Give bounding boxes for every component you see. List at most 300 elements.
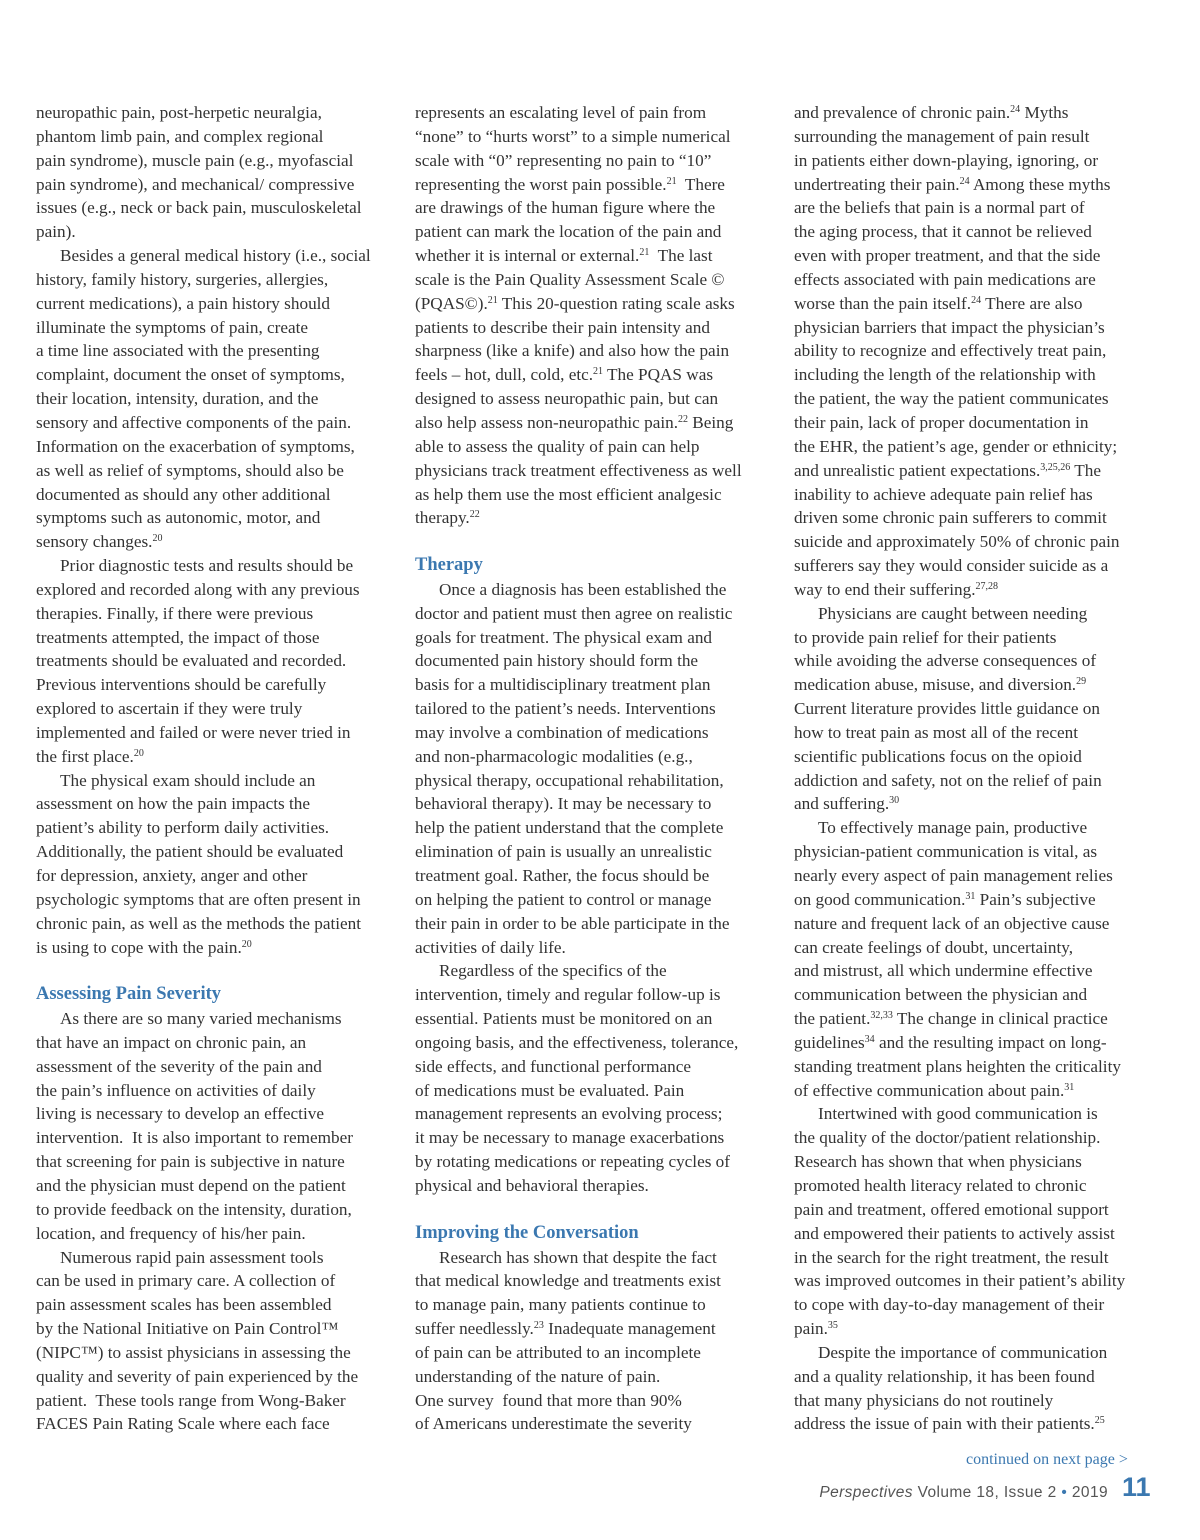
- line-text: neuropathic pain, post-herpetic neuralgia,: [36, 103, 322, 122]
- publication-name: Perspectives: [819, 1484, 913, 1501]
- line-text: Intertwined with good communication is: [818, 1104, 1098, 1124]
- line-text: “none” to “hurts worst” to a simple numerical: [415, 126, 731, 146]
- text-line: [794, 1293, 1148, 1317]
- line-text: Prior diagnostic tests and results should be: [60, 556, 354, 576]
- text-line: [794, 697, 1148, 721]
- citation-superscript: 24: [1010, 104, 1021, 115]
- line-text: including the length of the relationship with: [794, 365, 1096, 385]
- line-text: Despite the importance of communication: [818, 1342, 1108, 1362]
- text-line: [36, 745, 390, 769]
- line-text: pain).: [36, 222, 76, 242]
- citation-superscript: 22: [469, 509, 480, 521]
- text-line: [415, 387, 769, 411]
- line-text: quality and severity of pain experienced by the: [36, 1366, 359, 1386]
- text-line: [415, 721, 769, 745]
- line-text: sharpness (like a knife) and also how the pain: [415, 341, 730, 361]
- text-line: [415, 959, 769, 983]
- text-line: [415, 864, 769, 888]
- line-text: ongoing basis, and the effectiveness, tolerance,: [415, 1032, 739, 1052]
- line-text: therapy.: [415, 508, 470, 528]
- text-line: [415, 1246, 769, 1270]
- citation-superscript: 25: [1094, 1415, 1105, 1427]
- line-text: goals for treatment. The physical exam and: [415, 627, 713, 647]
- line-text: living is necessary to develop an effective: [36, 1104, 324, 1124]
- line-text: as help them use the most efficient analgesic: [415, 484, 722, 504]
- text-line: [36, 1055, 390, 1079]
- line-text: are drawings of the human figure where the: [415, 198, 716, 218]
- text-line: [794, 1222, 1148, 1246]
- citation-superscript: 22: [678, 413, 688, 425]
- text-line: [794, 626, 1148, 650]
- text-line: [794, 816, 1148, 840]
- text-line: [415, 1174, 769, 1198]
- text-line: [415, 1365, 769, 1389]
- line-text: issues (e.g., neck or back pain, musculoskeletal: [36, 198, 362, 218]
- line-text: scale is the Pain Quality Assessment Scale ©: [415, 269, 725, 289]
- line-text: addiction and safety, not on the relief of pain: [794, 770, 1102, 790]
- line-text: implemented and failed or were never tried in: [36, 722, 351, 742]
- line-text: To effectively manage pain, productive: [818, 818, 1088, 838]
- text-line: [794, 959, 1148, 983]
- column-3: [794, 101, 1148, 1436]
- text-line: [415, 292, 769, 316]
- text-line: [415, 769, 769, 793]
- text-line: [36, 769, 390, 793]
- text-line: [36, 268, 390, 292]
- line-text: the patient, the way the patient communicates: [794, 389, 1109, 409]
- text-line: [415, 196, 769, 220]
- line-text: scientific publications focus on the opioid: [794, 746, 1082, 766]
- text-line: [794, 1174, 1148, 1198]
- line-text: pain syndrome), and mechanical/ compressive: [36, 174, 355, 194]
- text-line: [36, 1293, 390, 1317]
- paragraph-gap: [415, 530, 769, 554]
- text-line: [36, 196, 390, 220]
- issue-info: Volume 18, Issue 2: [917, 1484, 1057, 1501]
- text-line: [36, 459, 390, 483]
- text-line: [415, 1126, 769, 1150]
- line-text: a time line associated with the presenting: [36, 341, 320, 361]
- text-line: [36, 912, 390, 936]
- text-line: [415, 912, 769, 936]
- section-heading: [36, 983, 390, 1007]
- line-text: whether it is internal or external.: [415, 246, 640, 266]
- text-line: [794, 1031, 1148, 1055]
- citation-superscript: 21: [593, 366, 604, 378]
- text-line: [36, 578, 390, 602]
- text-line: [794, 769, 1148, 793]
- text-line: [794, 1246, 1148, 1270]
- line-text: physicians track treatment effectiveness as well: [415, 460, 742, 480]
- line-text: the aging process, that it cannot be relieved: [794, 222, 1092, 242]
- line-text: pain.: [794, 1319, 828, 1339]
- line-text: behavioral therapy). It may be necessary to: [415, 794, 712, 814]
- line-text: history, family history, surgeries, allergies,: [36, 269, 329, 289]
- text-line: [794, 792, 1148, 816]
- line-text: physical and behavioral therapies.: [415, 1175, 649, 1195]
- text-line: [36, 816, 390, 840]
- line-text: and suffering.: [794, 794, 890, 814]
- text-line: [794, 125, 1148, 149]
- text-line: [36, 435, 390, 459]
- line-text: side effects, and functional performance: [415, 1056, 691, 1076]
- line-text: and the physician must depend on the patient: [36, 1175, 346, 1195]
- line-text: to cope with day-to-day management of their: [794, 1295, 1105, 1315]
- text-line: [794, 387, 1148, 411]
- text-line: [415, 745, 769, 769]
- text-line: [415, 578, 769, 602]
- text-line: [415, 602, 769, 626]
- text-line: [794, 435, 1148, 459]
- text-line: [36, 792, 390, 816]
- citation-superscript: 31: [1064, 1081, 1075, 1093]
- line-text: essential. Patients must be monitored on an: [415, 1009, 713, 1029]
- line-text: Besides a general medical history (i.e., social: [60, 246, 371, 266]
- line-text: Improving the Conversation: [415, 1222, 639, 1243]
- line-text: As there are so many varied mechanisms: [60, 1009, 342, 1029]
- text-line: [415, 435, 769, 459]
- citation-superscript: 35: [827, 1320, 838, 1332]
- text-line: [794, 936, 1148, 960]
- text-line: [415, 483, 769, 507]
- line-text: sensory and affective components of the pain.: [36, 412, 352, 432]
- issue-year: 2019: [1071, 1484, 1108, 1501]
- line-text: treatments attempted, the impact of those: [36, 627, 320, 647]
- text-line: [36, 292, 390, 316]
- line-text: in patients either down-playing, ignoring, or: [794, 150, 1099, 170]
- citation-superscript: 29: [1076, 676, 1087, 688]
- citation-superscript: 21: [639, 247, 650, 259]
- line-text: to manage pain, many patients continue to: [415, 1295, 706, 1315]
- citation-superscript: 20: [241, 938, 252, 950]
- text-line: [415, 1341, 769, 1365]
- text-line: [415, 1031, 769, 1055]
- citation-superscript: 31: [965, 890, 976, 902]
- line-text: and empowered their patients to actively assist: [794, 1223, 1115, 1243]
- text-line: [36, 697, 390, 721]
- text-line: [794, 196, 1148, 220]
- text-line: [36, 554, 390, 578]
- text-line: [415, 816, 769, 840]
- text-line: [794, 1102, 1148, 1126]
- line-text: and non-pharmacologic modalities (e.g.,: [415, 746, 693, 766]
- text-line: [794, 220, 1148, 244]
- text-line: [36, 220, 390, 244]
- line-text: the EHR, the patient’s age, gender or ethnicity;: [794, 436, 1118, 456]
- text-line: [415, 1102, 769, 1126]
- citation-superscript: 24: [959, 175, 970, 187]
- line-text: their pain in order to be able participate in the: [415, 913, 730, 933]
- line-text: psychologic symptoms that are often present in: [36, 889, 361, 909]
- text-line: [415, 316, 769, 340]
- text-line: [794, 1126, 1148, 1150]
- text-line: [794, 1269, 1148, 1293]
- text-line: [36, 339, 390, 363]
- text-line: [794, 864, 1148, 888]
- line-text: Information on the exacerbation of symptoms,: [36, 436, 355, 456]
- text-line: [794, 1150, 1148, 1174]
- line-text: Previous interventions should be carefully: [36, 675, 327, 695]
- line-text: the patient.: [794, 1009, 871, 1029]
- line-text: promoted health literacy related to chronic: [794, 1175, 1087, 1195]
- text-line: [36, 530, 390, 554]
- text-line: [794, 530, 1148, 554]
- text-line: [415, 101, 769, 125]
- line-text: by rotating medications or repeating cycles of: [415, 1152, 730, 1172]
- text-line: [794, 1007, 1148, 1031]
- text-line: [36, 387, 390, 411]
- text-line: [794, 292, 1148, 316]
- line-text: can create feelings of doubt, uncertainty,: [794, 937, 1074, 957]
- line-text: treatment goal. Rather, the focus should be: [415, 866, 710, 885]
- text-line: [794, 363, 1148, 387]
- line-text: The physical exam should include an: [60, 770, 316, 790]
- section-heading: [415, 554, 769, 578]
- line-text-continued: The last: [649, 246, 713, 266]
- line-text: address the issue of pain with their patients.: [794, 1414, 1095, 1434]
- line-text: represents an escalating level of pain from: [415, 103, 707, 122]
- line-text: communication between the physician and: [794, 985, 1088, 1005]
- line-text: Regardless of the specifics of the: [439, 961, 667, 981]
- text-line: [415, 339, 769, 363]
- line-text: also help assess non-neuropathic pain.: [415, 412, 678, 432]
- citation-superscript: 21: [487, 294, 498, 306]
- text-line: [415, 649, 769, 673]
- line-text: surrounding the management of pain result: [794, 126, 1090, 146]
- text-line: [36, 1412, 390, 1436]
- text-line: [36, 1150, 390, 1174]
- text-line: [415, 1412, 769, 1436]
- text-line: [794, 149, 1148, 173]
- text-line: [36, 1126, 390, 1150]
- line-text: patient can mark the location of the pain and: [415, 222, 722, 242]
- text-line: [794, 1055, 1148, 1079]
- text-line: [415, 363, 769, 387]
- line-text: of medications must be evaluated. Pain: [415, 1080, 685, 1100]
- line-text: help the patient understand that the complete: [415, 818, 724, 838]
- text-line: [415, 1055, 769, 1079]
- line-text: as well as relief of symptoms, should also be: [36, 460, 344, 480]
- text-line: [794, 268, 1148, 292]
- line-text: of pain can be attributed to an incomplete: [415, 1342, 701, 1362]
- line-text: how to treat pain as most all of the recent: [794, 722, 1078, 742]
- citation-superscript: 20: [152, 533, 163, 545]
- line-text: elimination of pain is usually an unrealistic: [415, 842, 712, 862]
- line-text: sufferers say they would consider suicide as a: [794, 556, 1109, 576]
- line-text: way to end their suffering.: [794, 579, 976, 599]
- text-line: [415, 1293, 769, 1317]
- text-line: [794, 554, 1148, 578]
- text-line: [794, 339, 1148, 363]
- section-heading: [415, 1222, 769, 1246]
- text-line: [415, 1269, 769, 1293]
- citation-superscript: 24: [971, 294, 982, 306]
- line-text: their location, intensity, duration, and the: [36, 389, 319, 409]
- citation-superscript: 20: [133, 747, 144, 759]
- line-text: assessment on how the pain impacts the: [36, 794, 310, 814]
- text-line: [36, 411, 390, 435]
- text-line: [36, 506, 390, 530]
- line-text: location, and frequency of his/her pain.: [36, 1223, 306, 1243]
- line-text: physician-patient communication is vital, as: [794, 842, 1098, 862]
- text-line: [36, 244, 390, 268]
- line-text: to provide pain relief for their patients: [794, 627, 1057, 647]
- text-line: [794, 721, 1148, 745]
- text-line: [36, 1198, 390, 1222]
- text-line: [415, 1150, 769, 1174]
- line-text: the first place.: [36, 746, 134, 766]
- text-line: [36, 1174, 390, 1198]
- text-line: [415, 1317, 769, 1341]
- text-line: [794, 101, 1148, 125]
- line-text: guidelines: [794, 1032, 865, 1052]
- text-line: [415, 697, 769, 721]
- line-text-continued: Among these myths: [969, 174, 1111, 194]
- line-text: that medical knowledge and treatments exist: [415, 1271, 721, 1291]
- line-text: assessment of the severity of the pain and: [36, 1056, 322, 1076]
- text-line: [36, 840, 390, 864]
- line-text: medication abuse, misuse, and diversion.: [794, 675, 1077, 695]
- line-text: on helping the patient to control or manage: [415, 889, 712, 909]
- line-text-continued: and the resulting impact on long-: [874, 1032, 1107, 1052]
- line-text: even with proper treatment, and that the side: [794, 246, 1101, 266]
- line-text: scale with “0” representing no pain to “10”: [415, 150, 712, 170]
- line-text: may involve a combination of medications: [415, 722, 709, 742]
- line-text: (PQAS©).: [415, 293, 488, 313]
- line-text: current medications), a pain history should: [36, 293, 331, 313]
- line-text: that many physicians do not routinely: [794, 1390, 1054, 1410]
- text-line: [794, 1079, 1148, 1103]
- line-text: that have an impact on chronic pain, an: [36, 1032, 307, 1052]
- text-line: [415, 1007, 769, 1031]
- text-line: [36, 1007, 390, 1031]
- text-line: [794, 840, 1148, 864]
- text-line: [794, 673, 1148, 697]
- text-line: [36, 316, 390, 340]
- text-line: [794, 602, 1148, 626]
- line-text: basis for a multidisciplinary treatment plan: [415, 675, 711, 695]
- text-line: [794, 483, 1148, 507]
- line-text: able to assess the quality of pain can help: [415, 436, 700, 456]
- line-text: driven some chronic pain sufferers to commit: [794, 508, 1107, 528]
- line-text: patients to describe their pain intensity and: [415, 317, 710, 337]
- line-text: their pain, lack of proper documentation in: [794, 412, 1089, 432]
- line-text-continued: Pain’s subjective: [975, 889, 1096, 909]
- text-line: [415, 840, 769, 864]
- line-text: the quality of the doctor/patient relationship.: [794, 1128, 1101, 1148]
- text-line: [415, 792, 769, 816]
- text-line: [415, 268, 769, 292]
- line-text: documented pain history should form the: [415, 651, 699, 671]
- line-text: undertreating their pain.: [794, 174, 960, 194]
- line-text-continued: Inadequate management: [543, 1319, 716, 1339]
- line-text: therapies. Finally, if there were previous: [36, 603, 314, 623]
- continued-link[interactable]: continued on next page >: [966, 1451, 1128, 1468]
- text-line: [36, 173, 390, 197]
- line-text: designed to assess neuropathic pain, but can: [415, 389, 719, 409]
- line-text: worse than the pain itself.: [794, 293, 972, 313]
- line-text: that screening for pain is subjective in nature: [36, 1152, 345, 1172]
- line-text: activities of daily life.: [415, 937, 566, 957]
- citation-superscript: 23: [533, 1320, 544, 1332]
- line-text: pain syndrome), muscle pain (e.g., myofascial: [36, 150, 354, 170]
- text-line: [415, 125, 769, 149]
- line-text: while avoiding the adverse consequences of: [794, 651, 1097, 671]
- line-text: suicide and approximately 50% of chronic pain: [794, 532, 1120, 552]
- page-number: 11: [1122, 1472, 1151, 1502]
- line-text: phantom limb pain, and complex regional: [36, 126, 324, 146]
- text-line: [36, 101, 390, 125]
- text-line: [415, 220, 769, 244]
- line-text: is using to cope with the pain.: [36, 937, 242, 957]
- line-text: treatments should be evaluated and recorded.: [36, 651, 347, 671]
- line-text: and a quality relationship, it has been found: [794, 1366, 1095, 1386]
- line-text-continued: Being: [688, 412, 734, 432]
- line-text: Once a diagnosis has been established the: [439, 579, 727, 599]
- text-line: [794, 1389, 1148, 1413]
- line-text: and unrealistic patient expectations.: [794, 460, 1041, 480]
- line-text: standing treatment plans heighten the criticality: [794, 1056, 1121, 1076]
- line-text: Physicians are caught between needing: [818, 603, 1088, 623]
- line-text: sensory changes.: [36, 532, 153, 552]
- text-line: [36, 1269, 390, 1293]
- text-line: [415, 936, 769, 960]
- text-line: [36, 936, 390, 960]
- text-line: [415, 1389, 769, 1413]
- line-text-continued: There: [676, 174, 725, 194]
- line-text: intervention. It is also important to remember: [36, 1128, 353, 1148]
- line-text: the pain’s influence on activities of daily: [36, 1080, 316, 1100]
- text-line: [36, 649, 390, 673]
- line-text: it may be necessary to manage exacerbations: [415, 1128, 725, 1148]
- line-text: chronic pain, as well as the methods the patient: [36, 913, 362, 933]
- line-text-continued: There are also: [981, 293, 1083, 313]
- line-text: explored and recorded along with any previous: [36, 579, 360, 599]
- text-line: [794, 649, 1148, 673]
- line-text: can be used in primary care. A collection of: [36, 1271, 336, 1291]
- column-2: [415, 101, 769, 1436]
- text-line: [415, 173, 769, 197]
- line-text: Additionally, the patient should be evaluated: [36, 842, 344, 862]
- text-line: [415, 411, 769, 435]
- line-text: physician barriers that impact the physician’s: [794, 317, 1105, 337]
- text-line: [794, 1365, 1148, 1389]
- line-text: nature and frequent lack of an objective cause: [794, 913, 1110, 933]
- text-line: [415, 149, 769, 173]
- citation-superscript: 3,25,26: [1040, 461, 1071, 473]
- line-text: to provide feedback on the intensity, duration,: [36, 1199, 352, 1219]
- line-text: pain and treatment, offered emotional support: [794, 1199, 1109, 1219]
- line-text: Numerous rapid pain assessment tools: [60, 1247, 324, 1267]
- paragraph-gap: [415, 1198, 769, 1222]
- footer: [819, 1484, 1108, 1502]
- text-line: [36, 602, 390, 626]
- line-text: was improved outcomes in their patient’s ability: [794, 1271, 1126, 1291]
- text-line: [36, 1365, 390, 1389]
- line-text: explored to ascertain if they were truly: [36, 699, 303, 719]
- text-line: [794, 506, 1148, 530]
- text-line: [36, 483, 390, 507]
- line-text: intervention, timely and regular follow-up is: [415, 985, 721, 1005]
- text-line: [794, 1341, 1148, 1365]
- text-line: [794, 1412, 1148, 1436]
- line-text: effects associated with pain medications are: [794, 269, 1096, 289]
- text-line: [794, 912, 1148, 936]
- text-line: [36, 864, 390, 888]
- text-line: [36, 1246, 390, 1270]
- text-line: [794, 1317, 1148, 1341]
- text-line: [36, 149, 390, 173]
